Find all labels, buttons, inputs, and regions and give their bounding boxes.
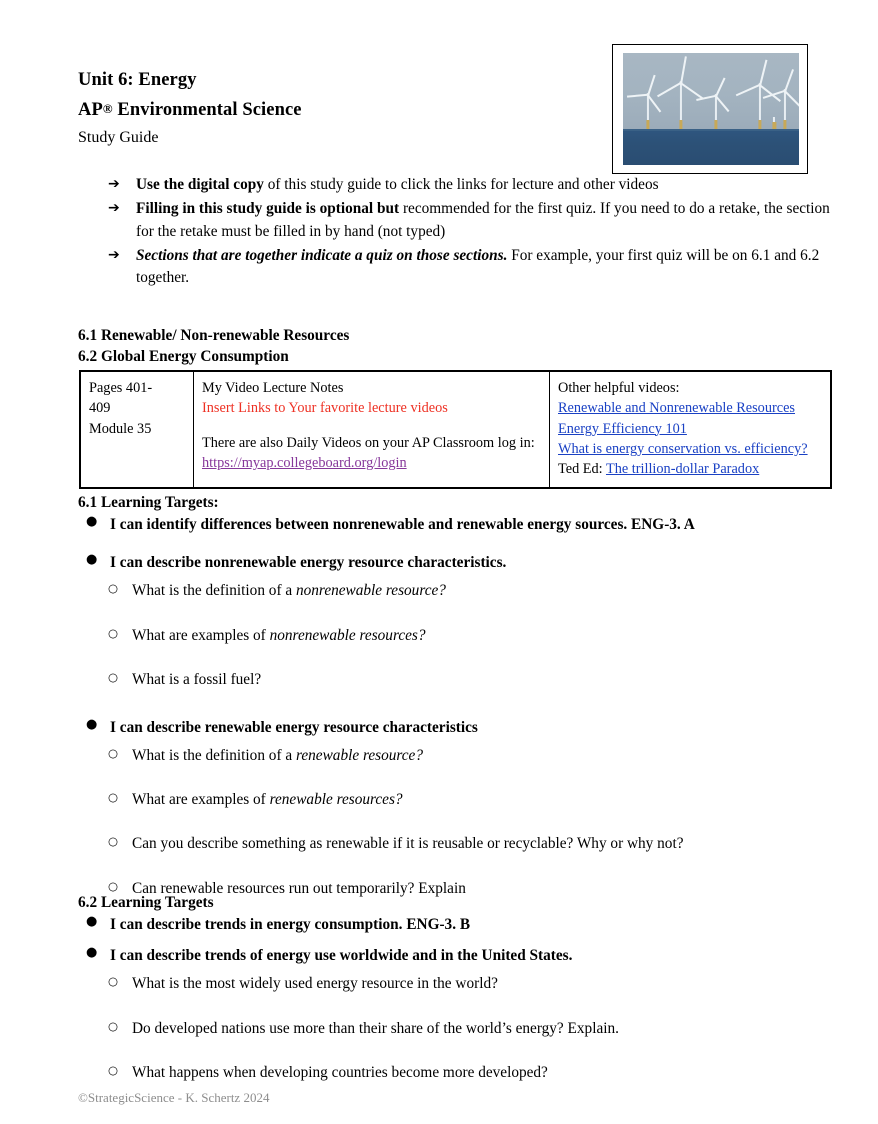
learning-targets-6-1-list [78,514,834,900]
question-6-1-4-italic: renewable resource? [295,747,423,765]
ap-classroom-link[interactable]: https://myap.collegeboard.org/login [202,454,407,471]
learning-targets-6-2-heading: 6.2 Learning Targets [78,894,214,911]
document-subtitle: Study Guide [78,129,159,147]
notes-title: My Video Lecture Notes [202,380,344,396]
table-row [80,371,831,488]
hollow-circle-bullet-icon: ○ [108,834,119,849]
section-heading-6-1: 6.1 Renewable/ Non-renewable Resources [78,327,350,344]
hollow-circle-bullet-icon: ○ [108,878,119,893]
registered-trademark-icon: ® [102,100,113,116]
course-title-rest: Environmental Science [117,99,302,120]
photo-sea [623,129,799,165]
instruction-3-bold-italic: Sections that are together indicate a quiz on those sections. [136,246,508,264]
bullet-dot-icon: ● [86,945,98,961]
question-6-2-1 [78,973,834,995]
learning-target-6-1-3-text: I can describe renewable energy resource characteristics [110,718,478,736]
question-6-1-5 [78,789,834,811]
question-6-1-6-plain: Can you describe something as renewable if it is reusable or recyclable? Why or why not? [132,835,684,853]
learning-target-6-2-1 [78,914,834,936]
learning-targets-6-2-list [78,914,834,1084]
ted-ed-label: Ted Ed: [558,461,606,478]
instruction-3-rest: For example, your first quiz will be on 6.1 and 6.2 together. [136,246,820,287]
ted-ed-link[interactable]: The trillion-dollar Paradox [605,461,760,478]
insert-links-prompt: Insert Links to Your favorite lecture videos [202,400,448,417]
question-6-1-1 [78,580,834,602]
arrow-bullet-icon: ➔ [108,176,120,192]
notes-spacer [202,419,542,433]
other-video-link-2[interactable]: Energy Efficiency 101 [558,420,687,437]
course-title-ap: AP [78,99,103,120]
hollow-circle-bullet-icon: ○ [108,974,119,989]
learning-target-6-2-2-text: I can describe trends of energy use worldwide and in the United States. [110,947,573,965]
hollow-circle-bullet-icon: ○ [108,625,119,640]
arrow-bullet-icon: ➔ [108,246,120,263]
arrow-bullet-icon: ➔ [108,200,120,217]
learning-targets-6-1-heading: 6.1 Learning Targets: [78,494,219,511]
hollow-circle-bullet-icon: ○ [108,581,119,596]
page-title: Unit 6: Energy [78,70,197,90]
hollow-circle-bullet-icon: ○ [108,790,119,805]
learning-target-6-2-1-text: I can describe trends in energy consumption. ENG-3. B [110,916,471,933]
copyright-footer: ©StrategicScience - K. Schertz 2024 [78,1090,270,1105]
instruction-1-bold: Use the digital copy [136,176,264,193]
bullet-dot-icon: ● [86,514,98,529]
learning-target-6-2-2 [78,945,834,967]
question-6-1-3 [78,669,834,691]
section-heading-6-2: 6.2 Global Energy Consumption [78,348,289,365]
pages-line-2: 409 [89,400,111,417]
bullet-dot-icon: ● [86,552,98,568]
question-6-2-1-plain: What is the most widely used energy resource in the world? [132,975,498,993]
ted-ed-row [558,459,823,479]
other-video-link-1[interactable]: Renewable and Nonrenewable Resources [558,400,795,417]
daily-videos-text: There are also Daily Videos on your AP Classroom log in: [202,434,535,451]
other-videos-title: Other helpful videos: [558,380,680,396]
instruction-item-3 [108,245,834,290]
wind-turbine-image-frame [612,44,808,174]
other-video-link-3[interactable]: What is energy conservation vs. efficiency? [558,440,808,457]
question-6-1-5-plain: What are examples of [132,791,270,809]
question-6-2-2-plain: Do developed nations use more than their share of the world’s energy? Explain. [132,1019,619,1037]
offshore-wind-turbines-photo [623,53,799,165]
question-6-1-2-plain: What are examples of [132,626,270,644]
question-6-1-5-italic: renewable resources? [269,791,403,809]
hollow-circle-bullet-icon: ○ [108,1062,119,1077]
instruction-item-2 [108,198,834,243]
learning-target-6-1-1 [78,514,834,536]
resources-table [79,370,832,489]
question-6-2-2 [78,1018,834,1040]
question-6-1-1-italic: nonrenewable resource? [295,582,446,600]
bullet-dot-icon: ● [86,716,98,732]
document-header [78,68,598,149]
hollow-circle-bullet-icon: ○ [108,746,119,761]
hollow-circle-bullet-icon: ○ [108,1018,119,1033]
question-6-1-4 [78,745,834,767]
instruction-list [108,174,834,292]
question-6-2-3-plain: What happens when developing countries become more developed? [132,1063,548,1081]
table-cell-lecture-notes [194,371,550,488]
table-cell-other-videos [550,371,832,488]
learning-target-6-1-2-text: I can describe nonrenewable energy resource characteristics. [110,554,507,572]
module-label: Module 35 [89,420,152,437]
learning-target-6-1-1-text: I can identify differences between nonrenewable and renewable energy sources. ENG-3. A [110,516,695,533]
question-6-1-2 [78,625,834,647]
daily-videos-note [202,433,542,474]
question-6-2-3 [78,1062,834,1084]
bullet-dot-icon: ● [86,914,98,929]
course-title [78,98,598,124]
instruction-2-rest: recommended for the first quiz. If you need to do a retake, the section for the retake must be filled in by hand (not typed) [136,200,830,240]
hollow-circle-bullet-icon: ○ [108,669,119,684]
table-cell-pages [80,371,194,488]
question-6-1-4-plain: What is the definition of a [132,747,296,765]
question-6-1-1-plain: What is the definition of a [132,582,296,600]
question-6-1-3-plain: What is a fossil fuel? [132,670,262,688]
instruction-1-rest: of this study guide to click the links for lecture and other videos [263,176,659,193]
learning-target-6-1-3 [78,717,834,739]
learning-target-6-1-2 [78,552,834,574]
question-6-1-7-plain: Can renewable resources run out temporarily? Explain [132,879,466,897]
instruction-2-bold: Filling in this study guide is optional but [136,200,400,218]
question-6-1-2-italic: nonrenewable resources? [269,626,426,644]
instruction-item-1 [108,174,834,196]
pages-line-1: Pages 401- [89,380,153,396]
question-6-1-6 [78,833,834,855]
